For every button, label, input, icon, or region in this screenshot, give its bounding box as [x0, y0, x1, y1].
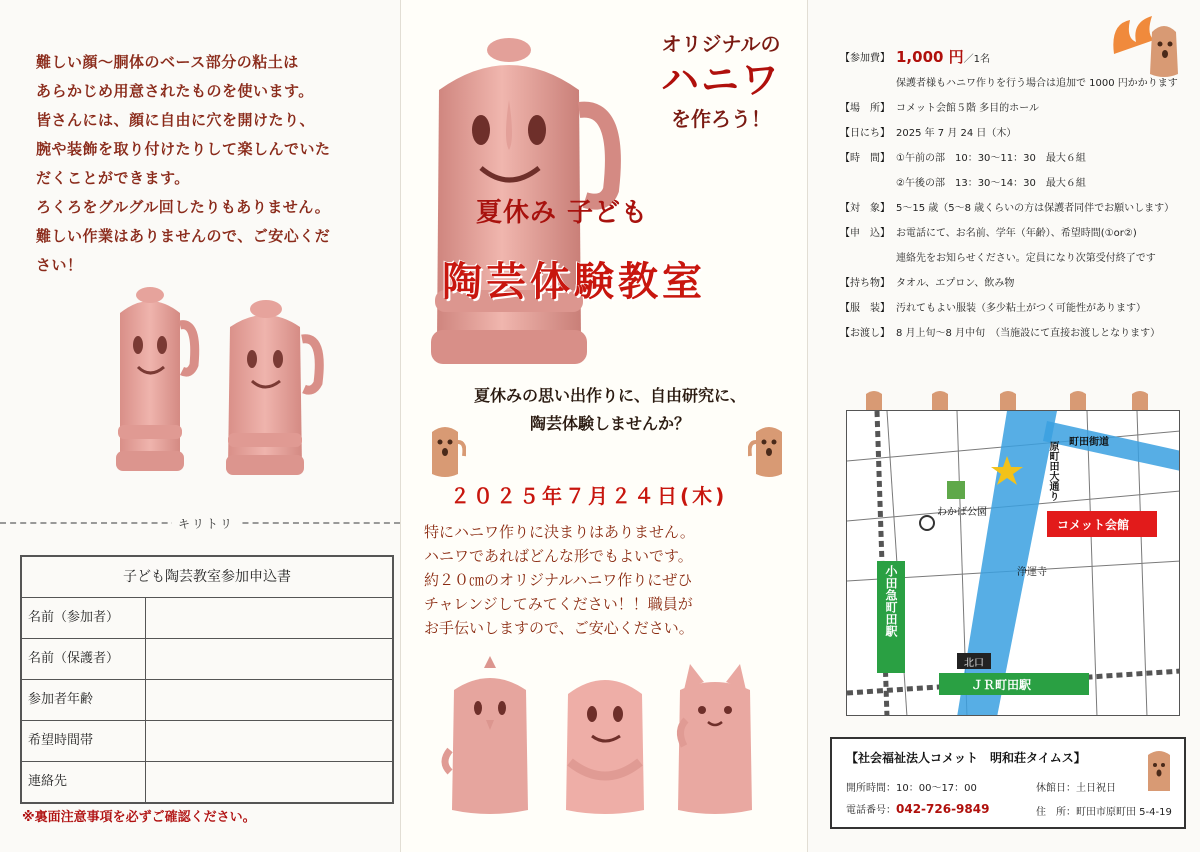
time-field[interactable]: [146, 721, 392, 761]
haniwa-figure-left: [116, 287, 195, 471]
org-phone[interactable]: 042-726-9849: [896, 802, 990, 816]
info-key: 【服 装】: [840, 303, 890, 314]
map-label-exit: 北口: [964, 658, 984, 669]
info-value: 5～15 歳（5～8 歳くらいの方は保護者同伴でお願いします）: [896, 203, 1175, 214]
org-holiday: 休館日：土日祝日: [1036, 783, 1116, 794]
info-value: タオル、エプロン、飲み物: [896, 278, 1015, 289]
form-label: 希望時間帯: [22, 721, 146, 761]
map-label-venue: コメット会館: [1057, 518, 1130, 532]
info-place: [840, 94, 1180, 119]
body-text: [424, 520, 794, 640]
map-graphic: [847, 411, 1180, 716]
info-value: ①午前の部 10：30～11：30 最大６組: [896, 153, 1086, 164]
subtitle: 夏休み 子ども: [476, 198, 649, 228]
access-map: [846, 410, 1180, 716]
intro-line: 難しい作業はありませんので、ご安心くだ: [36, 227, 331, 245]
info-key: 【参加費】: [840, 53, 890, 64]
park-mark: [947, 481, 965, 499]
form-row-contact[interactable]: [22, 762, 392, 802]
info-value: 連絡先をお知らせください。定員になり次第受付終了です: [896, 253, 1156, 264]
event-date: ２０２５年７月２４日(木): [450, 484, 728, 508]
intro-line: さい！: [36, 256, 83, 274]
info-key: 【対 象】: [840, 203, 890, 214]
intro-text: [36, 48, 376, 280]
info-value: [896, 46, 1180, 67]
info-handover: [840, 319, 1180, 344]
info-key: 【お渡し】: [840, 328, 890, 339]
age-field[interactable]: [146, 680, 392, 720]
form-label: 名前（参加者）: [22, 598, 146, 638]
info-key: 【申 込】: [840, 228, 890, 239]
contact-field[interactable]: [146, 762, 392, 802]
haniwa-cat: [678, 664, 752, 814]
event-info: [840, 44, 1180, 344]
map-label-temple: 浄運寺: [1017, 567, 1047, 578]
application-form: [20, 555, 394, 804]
info-target: [840, 194, 1180, 219]
info-value: 保護者様もハニワ作りを行う場合は追加で 1000 円かかります: [896, 78, 1178, 89]
map-label-street2: 原町田大通り: [1047, 441, 1058, 501]
info-fee-note: [840, 69, 1180, 94]
body-line: チャレンジしてみてください！！職員が: [424, 595, 693, 613]
form-row-participant-name[interactable]: [22, 598, 392, 639]
form-label: 連絡先: [22, 762, 146, 802]
org-phone-row: [846, 801, 989, 816]
info-value: コメット会館５階 多目的ホール: [896, 103, 1039, 114]
info-time-am: [840, 144, 1180, 169]
organization-box: [830, 737, 1186, 829]
form-label: 名前（保護者）: [22, 639, 146, 679]
headline-line3: を作ろう！: [671, 107, 771, 131]
info-key: 【時 間】: [840, 153, 890, 164]
guardian-name-field[interactable]: [146, 639, 392, 679]
info-value: 8 月上旬～8 月中旬 （当施設にて直接お渡しとなります）: [896, 328, 1161, 339]
org-phone-label: 電話番号：: [846, 805, 896, 816]
intro-line: あらかじめ用意されたものを使います。: [36, 82, 314, 100]
info-key: 【持ち物】: [840, 278, 890, 289]
info-value: お電話にて、お名前、学年（年齢）、希望時間(①or②): [896, 228, 1137, 239]
notice-text: ※裏面注意事項を必ずご確認ください。: [22, 810, 256, 825]
haniwa-bird: [445, 656, 528, 814]
haniwa-mascot-left: [424, 420, 466, 482]
lead-text: [420, 382, 800, 438]
org-hours: 開所時間：10：00～17：00: [846, 783, 977, 794]
left-panel: [0, 0, 400, 852]
info-apply-note: [840, 244, 1180, 269]
body-line: 特にハニワ作りに決まりはありません。: [424, 523, 695, 541]
fee-suffix: ／1名: [963, 54, 991, 65]
intro-line: 難しい顔〜胴体のベース部分の粘土は: [36, 53, 299, 71]
info-belongings: [840, 269, 1180, 294]
form-row-time[interactable]: [22, 721, 392, 762]
form-row-age[interactable]: [22, 680, 392, 721]
info-key: 【場 所】: [840, 103, 890, 114]
info-clothing: [840, 294, 1180, 319]
info-time-pm: [840, 169, 1180, 194]
intro-line: 皆さんには、顔に自由に穴を開けたり、: [36, 111, 316, 129]
info-value: ②午後の部 13：30～14：30 最大６組: [896, 178, 1086, 189]
map-label-odakyu: 小田急町田駅: [884, 565, 898, 637]
headline-haniwa: ハニワ: [660, 58, 781, 102]
info-date: [840, 119, 1180, 144]
info-value: 2025 年 7 月 24 日（木）: [896, 128, 1017, 139]
body-line: お手伝いしますので、ご安心ください。: [424, 619, 694, 637]
haniwa-photo-pair: [80, 275, 340, 490]
headline-line1: オリジナルの: [661, 32, 781, 56]
headline: [631, 28, 811, 132]
info-value: 汚れてもよい服装（多少粘土がつく可能性があります）: [896, 303, 1146, 314]
map-label-jr: ＪＲ町田駅: [971, 678, 1032, 692]
participant-name-field[interactable]: [146, 598, 392, 638]
lead-line: 夏休みの思い出作りに、自由研究に、: [473, 386, 746, 405]
map-label-park: わかば公園: [937, 507, 987, 518]
info-key: 【日にち】: [840, 128, 890, 139]
intro-line: 腕や装飾を取り付けたりして楽しんでいた: [36, 140, 331, 158]
haniwa-logo-icon: [1142, 745, 1176, 795]
org-address: 住 所：町田市原町田 5-4-19: [1036, 807, 1172, 818]
info-fee: [840, 44, 1180, 69]
fee-price: 1,000 円: [896, 48, 964, 66]
form-label: 参加者年齢: [22, 680, 146, 720]
body-line: 約２０㎝のオリジナルハニワ作りにぜひ: [424, 571, 693, 589]
intro-line: だくことができます。: [36, 169, 190, 187]
intro-line: ろくろをグルグル回したりもありません。: [36, 198, 331, 216]
haniwa-mascot-right: [748, 420, 790, 482]
cut-label: キリトリ: [172, 515, 240, 532]
event-title: 陶芸体験教室: [442, 259, 706, 305]
haniwa-photo-trio: [440, 650, 770, 820]
haniwa-praying: [566, 680, 644, 814]
org-title: 【社会福祉法人コメット 明和荘タイムス】: [846, 751, 1086, 765]
lead-line: 陶芸体験しませんか？: [529, 414, 690, 433]
body-line: ハニワであればどんな形でもよいです。: [424, 547, 693, 565]
form-title: 子ども陶芸教室参加申込書: [22, 557, 392, 598]
form-row-guardian-name[interactable]: [22, 639, 392, 680]
haniwa-figure-right: [226, 300, 319, 475]
info-apply: [840, 219, 1180, 244]
map-label-street1: 町田街道: [1069, 437, 1109, 448]
